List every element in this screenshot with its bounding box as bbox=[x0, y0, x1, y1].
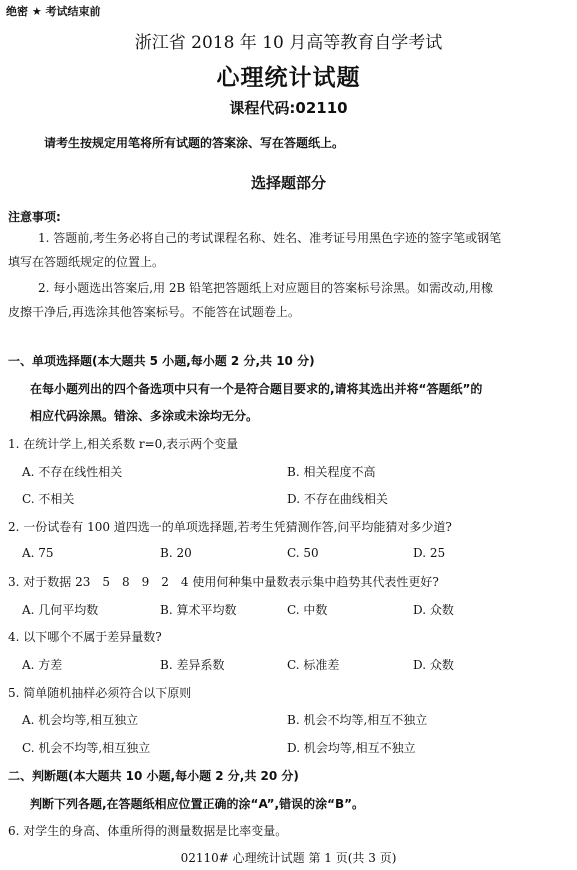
question-1-option-c: C. 不相关 bbox=[22, 492, 75, 506]
page-footer: 02110# 心理统计试题 第 1 页(共 3 页) bbox=[180, 851, 397, 865]
confidential-mark: 绝密 ★ 考试结束前 bbox=[6, 5, 101, 18]
question-4-option-a: A. 方差 bbox=[22, 658, 63, 672]
question-2-stem: 2. 一份试卷有 100 道四选一的单项选择题,若考生凭猜测作答,问平均能猜对多少道? bbox=[8, 520, 452, 534]
question-4-option-b: B. 差异系数 bbox=[160, 658, 225, 672]
question-1-stem: 1. 在统计学上,相关系数 r=0,表示两个变量 bbox=[8, 437, 239, 451]
question-2-option-d: D. 25 bbox=[413, 546, 446, 560]
notes-item2-line2: 皮擦干净后,再选涂其他答案标号。不能答在试题卷上。 bbox=[8, 305, 300, 319]
question-2-option-a: A. 75 bbox=[22, 546, 54, 560]
question-5-option-d: D. 机会均等,相互不独立 bbox=[287, 741, 416, 755]
question-5-option-b: B. 机会不均等,相互不独立 bbox=[287, 713, 428, 727]
notes-item1-line2: 填写在答题纸规定的位置上。 bbox=[8, 255, 165, 269]
part1-heading: 一、单项选择题(本大题共 5 小题,每小题 2 分,共 10 分) bbox=[8, 354, 315, 368]
question-4-option-c: C. 标准差 bbox=[287, 658, 340, 672]
notes-heading: 注意事项: bbox=[8, 210, 61, 224]
question-3-option-a: A. 几何平均数 bbox=[22, 603, 99, 617]
instruction-line: 请考生按规定用笔将所有试题的答案涂、写在答题纸上。 bbox=[44, 136, 345, 150]
question-3-option-b: B. 算术平均数 bbox=[160, 603, 237, 617]
question-1-option-a: A. 不存在线性相关 bbox=[22, 465, 123, 479]
section-title: 选择题部分 bbox=[250, 174, 326, 192]
subject-title: 心理统计试题 bbox=[216, 65, 361, 91]
question-3-option-c: C. 中数 bbox=[287, 603, 328, 617]
notes-item2-line1: 2. 每小题选出答案后,用 2B 铅笔把答题纸上对应题目的答案标号涂黑。如需改动,用橡 bbox=[38, 281, 493, 295]
part2-heading: 二、判断题(本大题共 10 小题,每小题 2 分,共 20 分) bbox=[8, 769, 299, 783]
question-1-option-b: B. 相关程度不高 bbox=[287, 465, 376, 479]
part1-instruction-line2: 相应代码涂黑。错涂、多涂或未涂均无分。 bbox=[30, 409, 259, 423]
notes-item1-line1: 1. 答题前,考生务必将自己的考试课程名称、姓名、准考证号用黑色字迹的签字笔或钢笔 bbox=[38, 231, 502, 245]
question-3-option-d: D. 众数 bbox=[413, 603, 454, 617]
part2-instruction: 判断下列各题,在答题纸相应位置正确的涂“A”,错误的涂“B”。 bbox=[30, 797, 364, 811]
question-5-stem: 5. 简单随机抽样必须符合以下原则 bbox=[8, 686, 192, 700]
question-3-stem: 3. 对于数据 23 5 8 9 2 4 使用何种集中量数表示集中趋势其代表性更好? bbox=[8, 575, 439, 589]
question-4-option-d: D. 众数 bbox=[413, 658, 454, 672]
question-4-stem: 4. 以下哪个不属于差异量数? bbox=[8, 630, 162, 644]
question-5-option-a: A. 机会均等,相互独立 bbox=[22, 713, 139, 727]
question-5-option-c: C. 机会不均等,相互独立 bbox=[22, 741, 151, 755]
question-2-option-c: C. 50 bbox=[287, 546, 319, 560]
question-2-option-b: B. 20 bbox=[160, 546, 192, 560]
exam-title: 浙江省 2018 年 10 月高等教育自学考试 bbox=[134, 33, 443, 53]
question-1-option-d: D. 不存在曲线相关 bbox=[287, 492, 388, 506]
course-code: 课程代码:02110 bbox=[229, 99, 348, 117]
question-6-stem: 6. 对学生的身高、体重所得的测量数据是比率变量。 bbox=[8, 824, 288, 838]
part1-instruction-line1: 在每小题列出的四个备选项中只有一个是符合题目要求的,请将其选出并将“答题纸”的 bbox=[30, 382, 483, 396]
